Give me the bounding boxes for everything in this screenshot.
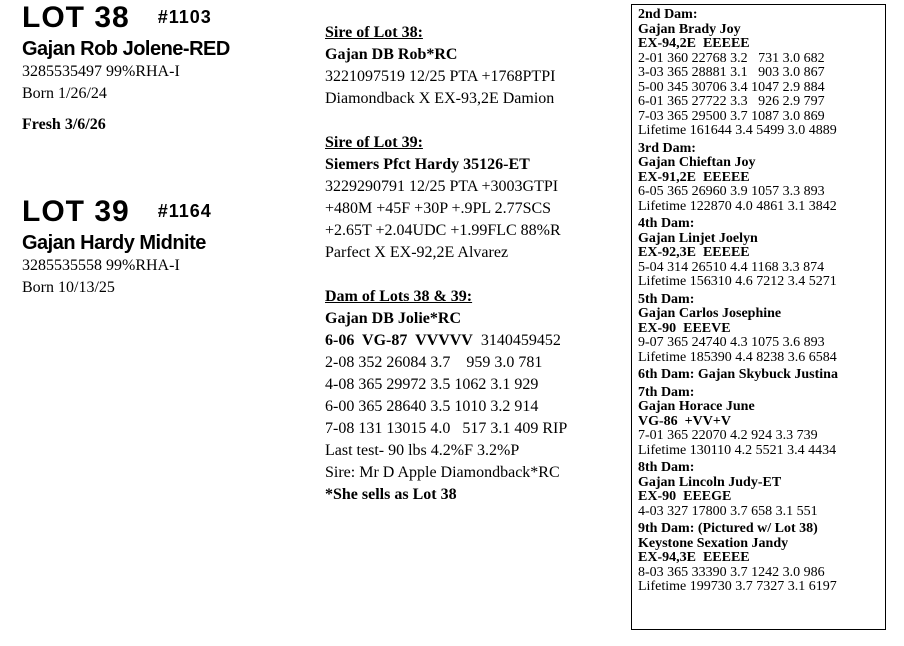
pedigree-dam-9 bbox=[638, 522, 879, 595]
sire-lot-39-line: Parfect X EX-92,2E Alvarez bbox=[325, 244, 509, 261]
pedigree-lifetime: Lifetime 156310 4.6 7212 3.4 5271 bbox=[638, 274, 837, 289]
lot-39-born: Born 10/13/25 bbox=[22, 279, 115, 296]
pedigree-record: 5-00 345 30706 3.4 1047 2.9 884 bbox=[638, 79, 825, 95]
dam-record: 4-08 365 29972 3.5 1062 3.1 929 bbox=[325, 376, 539, 393]
lot-39-number: #1164 bbox=[157, 201, 212, 221]
pedigree-class: VG-86 +VV+V bbox=[638, 413, 731, 429]
dam-sale-note: *She sells as Lot 38 bbox=[325, 486, 457, 503]
lot-38-number: #1103 bbox=[157, 7, 212, 27]
dam-heading: Dam of Lots 38 & 39: bbox=[325, 288, 473, 305]
pedigree-dam-4 bbox=[638, 217, 879, 290]
pedigree-class: EX-90 EEEGE bbox=[638, 489, 732, 504]
pedigree-heading: 8th Dam: bbox=[638, 460, 695, 475]
lot-38-title: LOT 38 bbox=[22, 1, 130, 34]
lot-39-heading bbox=[22, 196, 212, 227]
sire-lot-39-section bbox=[325, 132, 561, 264]
pedigree-heading: 2nd Dam: bbox=[638, 7, 698, 22]
pedigree-class: EX-94,2E EEEEE bbox=[638, 36, 750, 51]
pedigree-dam-6 bbox=[638, 368, 879, 383]
pedigree-heading: 5th Dam: bbox=[638, 291, 695, 307]
pedigree-record: 6-01 365 27722 3.3 926 2.9 797 bbox=[638, 94, 825, 109]
pedigree-lifetime: Lifetime 199730 3.7 7327 3.1 6197 bbox=[638, 579, 837, 594]
dam-last-test: Last test- 90 lbs 4.2%F 3.2%P bbox=[325, 442, 520, 459]
pedigree-dam-5 bbox=[638, 293, 879, 366]
pedigree-name: Gajan Brady Joy bbox=[638, 21, 741, 37]
pedigree-class: EX-90 EEEVE bbox=[638, 320, 731, 336]
lot-39-registration: 3285535558 99%RHA-I bbox=[22, 257, 180, 274]
sire-lot-38-heading: Sire of Lot 38: bbox=[325, 24, 423, 41]
pedigree-lifetime: Lifetime 161644 3.4 5499 3.0 4889 bbox=[638, 123, 837, 138]
dam-class-score: 6-06 VG-87 VVVVV bbox=[325, 332, 473, 349]
pedigree-record: 7-03 365 29500 3.7 1087 3.0 869 bbox=[638, 108, 825, 124]
sire-lot-39-line: 3229290791 12/25 PTA +3003GTPI bbox=[325, 178, 559, 195]
pedigree-heading: 3rd Dam: bbox=[638, 140, 696, 156]
pedigree-box bbox=[631, 4, 886, 630]
dam-sire: Sire: Mr D Apple Diamondback*RC bbox=[325, 464, 560, 481]
pedigree-dam-2 bbox=[638, 8, 879, 139]
sire-lot-39-name: Siemers Pfct Hardy 35126-ET bbox=[325, 156, 530, 173]
sire-lot-39-line: +480M +45F +30P +.9PL 2.77SCS bbox=[325, 200, 552, 217]
sire-lot-38-pta: 3221097519 12/25 PTA +1768PTPI bbox=[325, 68, 556, 85]
lot-39-block bbox=[22, 196, 212, 299]
pedigree-heading: 7th Dam: bbox=[638, 384, 695, 400]
pedigree-lifetime: Lifetime 122870 4.0 4861 3.1 3842 bbox=[638, 198, 837, 214]
dam-record: 2-08 352 26084 3.7 959 3.0 781 bbox=[325, 354, 543, 371]
pedigree-lifetime: Lifetime 185390 4.4 8238 3.6 6584 bbox=[638, 349, 837, 365]
pedigree-record: 6-05 365 26960 3.9 1057 3.3 893 bbox=[638, 184, 825, 199]
pedigree-record: 2-01 360 22768 3.2 731 3.0 682 bbox=[638, 50, 825, 66]
dam-section bbox=[325, 286, 567, 506]
lot-39-title: LOT 39 bbox=[22, 195, 130, 228]
lot-38-registration: 3285535497 99%RHA-I bbox=[22, 63, 180, 80]
lot-38-heading bbox=[22, 2, 230, 33]
pedigree-class: EX-92,3E EEEEE bbox=[638, 245, 750, 260]
sire-lot-38-name: Gajan DB Rob*RC bbox=[325, 46, 458, 63]
pedigree-heading: 9th Dam: (Pictured w/ Lot 38) bbox=[638, 521, 818, 536]
dam-classification bbox=[325, 330, 567, 352]
dam-registration: 3140459452 bbox=[472, 332, 561, 349]
pedigree-record: 3-03 365 28881 3.1 903 3.0 867 bbox=[638, 65, 825, 80]
lot-38-fresh: Fresh 3/6/26 bbox=[22, 116, 106, 133]
pedigree-name: Gajan Horace June bbox=[638, 399, 755, 414]
pedigree-dam-8 bbox=[638, 461, 879, 519]
pedigree-name: Gajan Lincoln Judy-ET bbox=[638, 474, 782, 490]
lot-38-cow-name: Gajan Rob Jolene-RED bbox=[22, 38, 230, 60]
sire-lot-38-pedigree: Diamondback X EX-93,2E Damion bbox=[325, 90, 555, 107]
pedigree-heading: 6th Dam: Gajan Skybuck Justina bbox=[638, 367, 838, 382]
sire-lot-39-heading: Sire of Lot 39: bbox=[325, 134, 423, 151]
dam-record: 6-00 365 28640 3.5 1010 3.2 914 bbox=[325, 398, 539, 415]
pedigree-heading: 4th Dam: bbox=[638, 216, 695, 231]
pedigree-record: 8-03 365 33390 3.7 1242 3.0 986 bbox=[638, 564, 825, 580]
pedigree-dam-3 bbox=[638, 142, 879, 215]
lot-38-block bbox=[22, 2, 230, 136]
pedigree-class: EX-94,3E EEEEE bbox=[638, 550, 750, 565]
dam-name: Gajan DB Jolie*RC bbox=[325, 310, 461, 327]
pedigree-name: Gajan Carlos Josephine bbox=[638, 306, 782, 321]
sire-lot-39-line: +2.65T +2.04UDC +1.99FLC 88%R bbox=[325, 222, 561, 239]
pedigree-record: 4-03 327 17800 3.7 658 3.1 551 bbox=[638, 503, 818, 519]
pedigree-class: EX-91,2E EEEEE bbox=[638, 169, 750, 185]
dam-record: 7-08 131 13015 4.0 517 3.1 409 RIP bbox=[325, 420, 568, 437]
pedigree-lifetime: Lifetime 130110 4.2 5521 3.4 4434 bbox=[638, 442, 837, 458]
lot-38-born: Born 1/26/24 bbox=[22, 85, 107, 102]
pedigree-record: 9-07 365 24740 4.3 1075 3.6 893 bbox=[638, 335, 825, 350]
sire-lot-38-section bbox=[325, 22, 555, 110]
pedigree-name: Gajan Chieftan Joy bbox=[638, 155, 756, 170]
pedigree-name: Gajan Linjet Joelyn bbox=[638, 230, 758, 246]
pedigree-record: 7-01 365 22070 4.2 924 3.3 739 bbox=[638, 428, 818, 443]
pedigree-dam-7 bbox=[638, 386, 879, 459]
pedigree-record: 5-04 314 26510 4.4 1168 3.3 874 bbox=[638, 259, 825, 275]
pedigree-name: Keystone Sexation Jandy bbox=[638, 535, 789, 551]
lot-39-cow-name: Gajan Hardy Midnite bbox=[22, 232, 206, 254]
